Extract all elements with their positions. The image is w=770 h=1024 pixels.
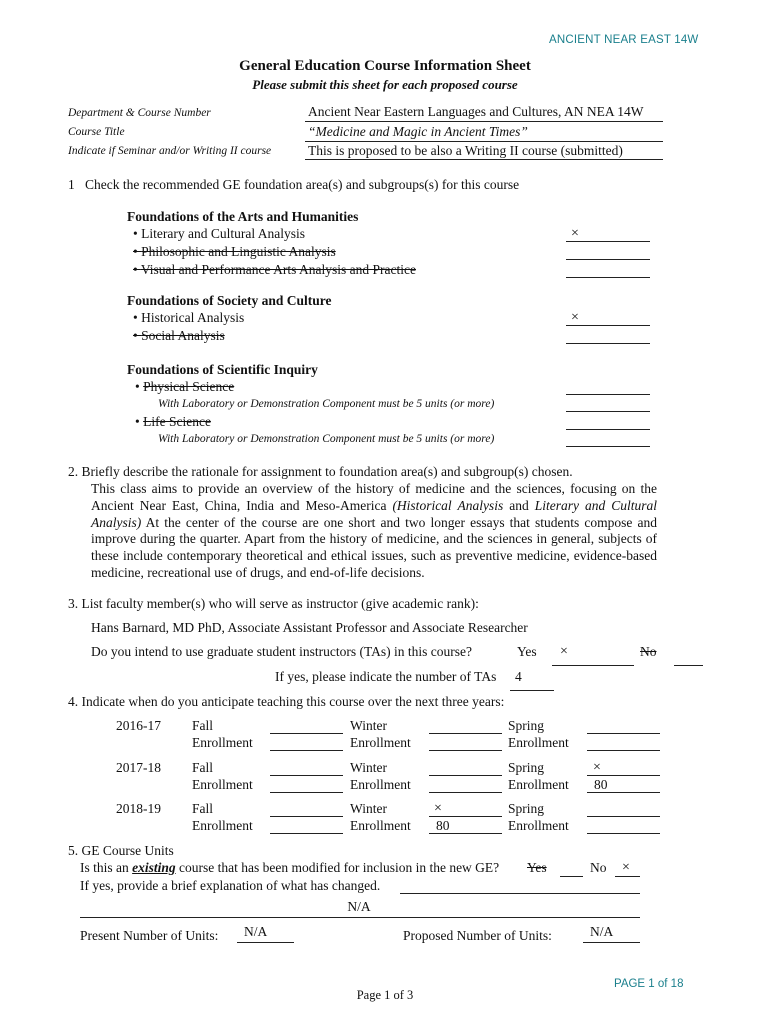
enrollment-label: Enrollment [508,818,569,833]
dept-underline [305,121,663,122]
spring-2017-mark[interactable]: × [593,760,601,775]
physical-lab-check-line[interactable] [566,411,650,412]
existing-question: Is this an existing course that has been modified for inclusion in the new GE? [80,860,500,875]
q2-rationale: This class aims to provide an overview of the history of medicine and the sciences, focusing on the Ancient Near East, China, India and Meso-America (Historical Analysis and Literary and Cultural Analysis) At the center of the course are one short and two longer essays that students compose and improve during the quarter. Apart from the history of medicine, and the sciences in general, subjects of these include contemporary theoretical and ethical issues, such as preventive medicine, evidence-based medicine, recreational use of drugs, and end-of-life decisions. [91,481,657,580]
spring-2018-line[interactable] [587,816,660,817]
header-tag: ANCIENT NEAR EAST 14W [549,34,699,46]
society-item-social: • Social Analysis [133,328,225,343]
ta-number-line [510,690,554,691]
society-heading: Foundations of Society and Culture [127,293,332,308]
fall-label: Fall [192,801,214,816]
spring-2016-enr-line[interactable] [587,750,660,751]
spring-2017-enr-line [587,792,660,793]
fall-2018-line[interactable] [270,816,343,817]
life-lab-check-line[interactable] [566,446,650,447]
science-item-life: • Life Science [135,414,211,429]
arts-item-philosophic: • Philosophic and Linguistic Analysis [133,244,336,259]
proposed-units-line [583,942,640,943]
enrollment-label: Enrollment [508,777,569,792]
literary-check-line [566,241,650,242]
spring-label: Spring [508,760,545,775]
page-title: General Education Course Information Sheet [239,58,531,74]
literary-check-mark[interactable]: × [571,226,579,241]
society-item-historical: • Historical Analysis [133,310,245,325]
explain-line-1[interactable] [400,893,640,894]
explain-value[interactable]: N/A [347,899,371,914]
ta-yes-line [552,665,634,666]
visual-check-line[interactable] [566,277,650,278]
dept-label: Department & Course Number [68,107,211,119]
spring-2018-enr-line[interactable] [587,833,660,834]
historical-check-mark[interactable]: × [571,310,579,325]
life-check-line[interactable] [566,429,650,430]
year-2017-18: 2017-18 [116,760,161,775]
arts-item-literary: • Literary and Cultural Analysis [133,226,305,241]
present-units-line [237,942,294,943]
winter-2018-line [429,816,502,817]
existing-no-label: No [590,860,607,875]
enrollment-label: Enrollment [192,818,253,833]
science-heading: Foundations of Scientific Inquiry [127,362,318,377]
existing-no-mark[interactable]: × [622,860,630,875]
winter-2017-enr-line[interactable] [429,792,502,793]
fall-2017-enr-line[interactable] [270,792,343,793]
arts-heading: Foundations of the Arts and Humanities [127,209,359,224]
year-2016-17: 2016-17 [116,718,161,733]
ta-no-label: No [640,644,657,659]
ta-yes-mark[interactable]: × [560,644,568,659]
existing-no-line [615,876,640,877]
social-check-line[interactable] [566,343,650,344]
winter-2016-enr-line[interactable] [429,750,502,751]
spring-2016-line[interactable] [587,733,660,734]
existing-yes-line[interactable] [560,876,583,877]
spring-2017-enrollment[interactable]: 80 [594,777,608,792]
year-2018-19: 2018-19 [116,801,161,816]
fall-2018-enr-line[interactable] [270,833,343,834]
spring-label: Spring [508,801,545,816]
explain-line-2 [80,917,640,918]
q1-number: 1 [68,177,75,192]
ta-question: Do you intend to use graduate student instructors (TAs) in this course? [91,644,472,659]
enrollment-label: Enrollment [350,818,411,833]
spring-label: Spring [508,718,545,733]
fall-label: Fall [192,760,214,775]
page-subtitle: Please submit this sheet for each proposed course [252,77,518,92]
physical-lab-note: With Laboratory or Demonstration Component must be 5 units (or more) [158,398,495,410]
enrollment-label: Enrollment [350,735,411,750]
course-title-underline [305,141,663,142]
q1-text: Check the recommended GE foundation area(s) and subgroups(s) for this course [85,177,520,192]
science-item-physical: • Physical Science [135,379,235,394]
q5-heading: 5. GE Course Units [68,843,174,858]
proposed-units-label: Proposed Number of Units: [403,928,552,943]
page-tag: PAGE 1 of 18 [614,978,684,990]
proposed-units-value[interactable]: N/A [590,924,614,939]
enrollment-label: Enrollment [350,777,411,792]
q4-text: 4. Indicate when do you anticipate teaching this course over the next three years: [68,694,505,709]
present-units-label: Present Number of Units: [80,928,219,943]
present-units-value[interactable]: N/A [244,924,268,939]
winter-2018-enrollment[interactable]: 80 [436,818,450,833]
explain-label: If yes, provide a brief explanation of what has changed. [80,878,381,893]
enrollment-label: Enrollment [192,777,253,792]
fall-2017-line[interactable] [270,775,343,776]
winter-2018-mark[interactable]: × [434,801,442,816]
course-title-label: Course Title [68,126,125,138]
physical-check-line[interactable] [566,394,650,395]
writing-label: Indicate if Seminar and/or Writing II course [68,145,272,157]
arts-item-visual: • Visual and Performance Arts Analysis and Practice [133,262,416,277]
q2-text: 2. Briefly describe the rationale for assignment to foundation area(s) and subgroup(s) chosen. [68,464,573,479]
ta-number-value[interactable]: 4 [515,669,522,684]
writing-underline [305,159,663,160]
philosophic-check-line[interactable] [566,259,650,260]
writing-value[interactable]: This is proposed to be also a Writing II course (submitted) [308,143,623,158]
fall-label: Fall [192,718,214,733]
winter-label: Winter [350,718,387,733]
ta-no-line[interactable] [674,665,703,666]
winter-2018-enr-line [429,833,502,834]
winter-label: Winter [350,801,387,816]
ta-yes-label: Yes [517,644,537,659]
winter-2016-line[interactable] [429,733,502,734]
page-footer: Page 1 of 3 [356,988,414,1002]
winter-label: Winter [350,760,387,775]
instructor-name: Hans Barnard, MD PhD, Associate Assistant Professor and Associate Researcher [91,620,528,635]
life-lab-note: With Laboratory or Demonstration Component must be 5 units (or more) [158,433,495,445]
enrollment-label: Enrollment [508,735,569,750]
q3-text: 3. List faculty member(s) who will serve as instructor (give academic rank): [68,596,479,611]
dept-value[interactable]: Ancient Near Eastern Languages and Cultures, AN NEA 14W [308,104,644,119]
enrollment-label: Enrollment [192,735,253,750]
existing-yes-label: Yes [527,860,547,875]
spring-2017-line [587,775,660,776]
ta-number-label: If yes, please indicate the number of TAs [275,669,497,684]
fall-2016-enr-line[interactable] [270,750,343,751]
winter-2017-line[interactable] [429,775,502,776]
course-title-value[interactable]: “Medicine and Magic in Ancient Times” [308,124,528,139]
historical-check-line [566,325,650,326]
fall-2016-line[interactable] [270,733,343,734]
